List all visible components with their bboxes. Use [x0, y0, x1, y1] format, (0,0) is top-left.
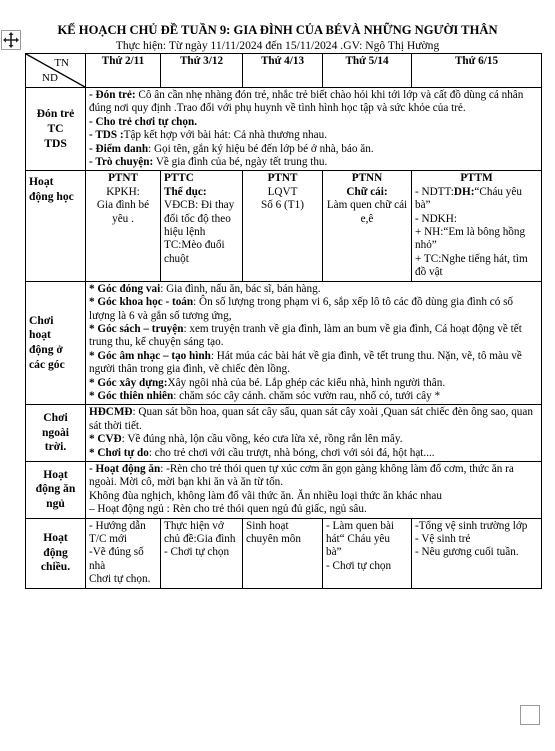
- corner-top-label: TN: [54, 57, 69, 69]
- header-corner-cell: [26, 54, 86, 88]
- corner-science-math: * Góc khoa học - toán: Ôn số lượng trong phạm vi 6, sắp xếp lô tô các đồ dùng gia đình có số lượng là 6 và gắn số tương ứng,: [89, 296, 514, 322]
- day-header-tue: Thứ 3/12: [161, 54, 243, 88]
- afternoon-tue: Thực hiện vở chủ đề:Gia đình - Chơi tự chọn: [161, 518, 243, 588]
- row-welcome: [26, 88, 542, 171]
- conversation: - Trò chuyện: Về gia đình của bé, ngày tết trung thu.: [89, 156, 328, 169]
- row-label-outdoor: Chơi ngoài trời.: [26, 405, 86, 462]
- outdoor-free-play: * Chơi tự do: cho trẻ chơi với cầu trượt, nhà bóng, chơi với sỏi đá, hột hạt....: [89, 446, 435, 459]
- day-header-mon: Thứ 2/11: [86, 54, 161, 88]
- row-label-welcome: Đón trẻ TC TDS: [26, 88, 86, 171]
- morning-exercise: - TDS :Tập kết hợp với bài hát: Cả nhà thương nhau.: [89, 129, 328, 142]
- outdoor-observation: HĐCMĐ: Quan sát bồn hoa, quan sát cây sấu, quan sát cây xoài ,Quan sát chiếc đèn ông sao, quan sát thời tiết.: [89, 406, 533, 432]
- table-resize-handle[interactable]: [520, 705, 540, 725]
- row-outdoor: [26, 405, 542, 462]
- learning-thu: PTNN Chữ cái: Làm quen chữ cái e,ê: [323, 171, 412, 281]
- afternoon-wed: Sinh hoạt chuyên môn: [243, 518, 323, 588]
- row-afternoon: [26, 518, 542, 588]
- corner-books: * Góc sách – truyện: xem truyện tranh về gia đình, làm an bum về gia đình, Cá hoạt động về tết trung thu, kể chuyện sáng tạo.: [89, 322, 522, 349]
- document-subtitle: Thực hiện: Từ ngày 11/11/2024 đến 15/11/2024 .GV: Ngô Thị Hường: [115, 39, 440, 52]
- row-meal: [26, 461, 542, 518]
- welcome-content: [86, 88, 542, 171]
- outdoor-content: [86, 405, 542, 462]
- learning-fri: PTTM - NDTT:DH:“Cháu yêu bà” - NDKH: + NH:“Em là bông hồng nhỏ” + TC:Nghe tiếng hát, tìm đồ vật: [412, 171, 542, 281]
- learning-mon: PTNT KPKH: Gia đình bé yêu .: [86, 171, 161, 281]
- meal-sleep: – Hoạt động ngủ : Rèn cho trẻ thói quen ngủ đủ giấc, ngủ sâu.: [89, 503, 367, 516]
- header-row: [26, 54, 542, 88]
- corner-bottom-label: ND: [42, 71, 58, 84]
- learning-wed: PTNT LQVT Số 6 (T1): [243, 171, 323, 281]
- row-learning: [26, 171, 542, 281]
- day-header-fri: Thứ 6/15: [412, 54, 542, 88]
- corner-music-art: * Góc âm nhạc – tạo hình: Hát múa các bài hát về gia đình, về tết trung thu. Nặn, vẽ, tô màu về người thân trong gia đình, vẽ chiếc đèn lồng.: [89, 349, 522, 376]
- row-corners: [26, 281, 542, 405]
- meal-note: Không đùa nghịch, không làm đổ vãi thức ăn. Ăn nhiều loại thức ăn khác nhau: [89, 489, 442, 502]
- free-play-note: - Cho trẻ chơi tự chọn.: [89, 115, 197, 128]
- attendance: - Điểm danh: Gọi tên, gắn ký hiệu bé đến lớp bé ở nhà, báo ăn.: [89, 142, 374, 155]
- learning-tue: PTTC Thể dục: VĐCB: Đi thay đổi tốc độ theo hiệu lệnh TC:Mèo đuổi chuột: [161, 171, 243, 281]
- meal-eating: - Hoạt động ăn: -Rèn cho trẻ thói quen tự xúc cơm ăn gọn gàng không làm đổ cơm, thức ăn ra ngoài. Mời cô, mời bạn khi ăn và ăn từ tốn.: [89, 462, 514, 489]
- weekly-plan-table: [25, 53, 542, 589]
- corner-building: * Góc xây dựng:Xây ngôi nhà của bé. Lắp ghép các kiểu nhà, hình người thân.: [89, 376, 446, 389]
- corners-content: [86, 281, 542, 405]
- afternoon-fri: -Tổng vệ sinh trường lớp - Vệ sinh trẻ - Nêu gương cuối tuần.: [412, 518, 542, 588]
- afternoon-thu: - Làm quen bài hát“ Cháu yêu bà” - Chơi tự chọn: [323, 518, 412, 588]
- corner-role-play: * Góc đóng vai: Gia đình, nấu ăn, bác sĩ, bán hàng.: [89, 282, 321, 295]
- row-label-corners: Chơi hoạt động ở các góc: [26, 281, 86, 405]
- row-label-afternoon: Hoạt động chiều.: [26, 518, 86, 588]
- corner-nature: * Góc thiên nhiên: chăm sóc cây cảnh. chăm sóc vườn rau, nhổ cỏ, tưới cây *: [89, 389, 441, 402]
- day-header-thu: Thứ 5/14: [323, 54, 412, 88]
- day-header-wed: Thứ 4/13: [243, 54, 323, 88]
- row-label-learning: Hoạt động học: [26, 171, 86, 281]
- meal-content: [86, 461, 542, 518]
- document-title: KẾ HOẠCH CHỦ ĐỀ TUẦN 9: GIA ĐÌNH CỦA BÉVÀ NHỮNG NGƯỜI THÂN: [57, 23, 498, 37]
- welcome-paragraph: - Đón trẻ: Cô ân cần nhẹ nhàng đón trẻ, nhắc trẻ biết chào hỏi khi tới lớp và cất đồ dùng cá nhân đúng nơi quy định .Trao đổi với phụ huynh về tình hình học tập và sức khỏe của trẻ.: [89, 89, 524, 115]
- row-label-meal: Hoạt động ăn ngủ: [26, 461, 86, 518]
- afternoon-mon: - Hướng dẫn T/C mới -Vẽ đúng số nhà Chơi tự chọn.: [86, 518, 161, 588]
- outdoor-movement-games: * CVĐ: Về đúng nhà, lộn cầu vồng, kéo cưa lừa xẻ, rồng rắn lên mây.: [89, 433, 403, 446]
